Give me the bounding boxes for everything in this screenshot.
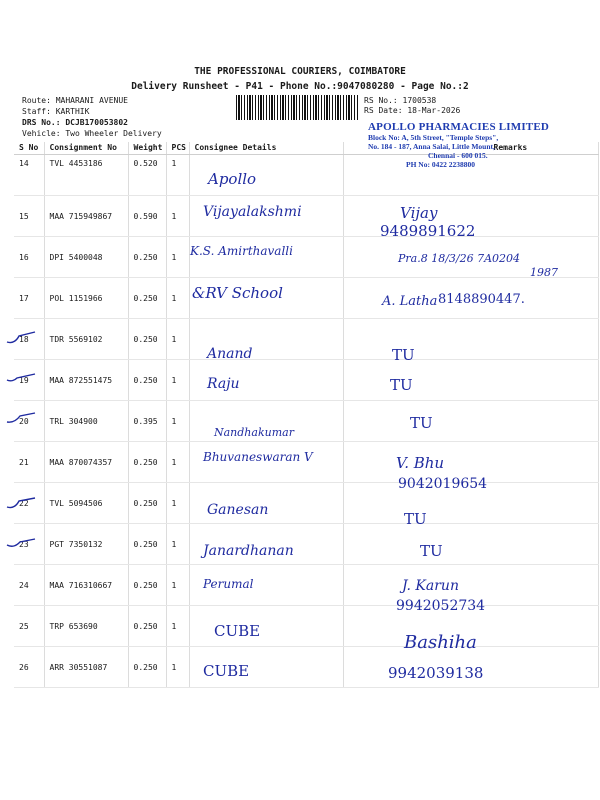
handwritten-name: Vijayalakshmi	[203, 204, 302, 220]
cell-weight: 0.520	[128, 155, 166, 196]
barcode	[236, 95, 358, 120]
cell-remarks	[343, 401, 598, 442]
cell-pcs: 1	[166, 442, 189, 483]
stamp-name: APOLLO PHARMACIES LIMITED	[368, 121, 550, 133]
cell-consignment: POL 1151966	[44, 278, 128, 319]
handwritten-name: K.S. Amirthavalli	[190, 244, 293, 258]
col-consignment: Consignment No	[44, 142, 128, 155]
handwritten-name: Raju	[207, 376, 240, 392]
handwritten-name: Ganesan	[207, 502, 269, 518]
cell-sno: 14	[14, 155, 44, 196]
cell-weight: 0.250	[128, 647, 166, 688]
stamp-address-1: Block No: A, 5th Street, "Temple Steps",	[368, 133, 499, 142]
check-mark-icon	[5, 330, 37, 346]
vehicle-label: Vehicle: Two Wheeler Delivery	[22, 129, 162, 138]
cell-weight: 0.250	[128, 319, 166, 360]
cell-consignment: DPI 5400048	[44, 237, 128, 278]
table-row	[14, 196, 598, 237]
table-row	[14, 401, 598, 442]
handwritten-phone: 9489891622	[380, 222, 476, 240]
cell-remarks	[343, 360, 598, 401]
table-row	[14, 319, 598, 360]
handwritten-name: CUBE	[203, 662, 250, 680]
cell-sno: 18	[14, 319, 44, 360]
handwritten-remark: TU	[420, 542, 443, 560]
stamp-address-3: Chennai - 600 015.	[428, 151, 488, 160]
cell-sno: 22	[14, 483, 44, 524]
table-row	[14, 565, 598, 606]
cell-weight: 0.250	[128, 606, 166, 647]
cell-consignment: PGT 7350132	[44, 524, 128, 565]
handwritten-note: 1987	[530, 266, 558, 279]
handwritten-phone: 9942039138	[388, 664, 484, 682]
table-row	[14, 524, 598, 565]
cell-consignment: TVL 5094506	[44, 483, 128, 524]
cell-weight: 0.250	[128, 565, 166, 606]
cell-weight: 0.250	[128, 442, 166, 483]
cell-weight: 0.250	[128, 524, 166, 565]
cell-sno: 24	[14, 565, 44, 606]
cell-weight: 0.250	[128, 278, 166, 319]
cell-weight: 0.250	[128, 360, 166, 401]
cell-pcs: 1	[166, 606, 189, 647]
company-stamp	[368, 121, 568, 169]
handwritten-name: CUBE	[214, 622, 261, 640]
col-weight: Weight	[128, 142, 166, 155]
cell-sno: 17	[14, 278, 44, 319]
handwritten-signature: V. Bhu	[396, 454, 445, 472]
cell-consignment: MAA 716310667	[44, 565, 128, 606]
cell-sno: 16	[14, 237, 44, 278]
col-sno: S No	[14, 142, 44, 155]
handwritten-name: Apollo	[208, 170, 257, 188]
cell-remarks	[343, 524, 598, 565]
cell-consignment: MAA 870074357	[44, 442, 128, 483]
check-mark-icon	[5, 370, 37, 386]
company-name: THE PROFESSIONAL COURIERS, COIMBATORE	[194, 66, 406, 77]
cell-consignment: TRP 653690	[44, 606, 128, 647]
cell-consignee	[189, 606, 343, 647]
cell-pcs: 1	[166, 565, 189, 606]
handwritten-signature: J. Karun	[402, 578, 459, 594]
table-row	[14, 647, 598, 688]
handwritten-name: &RV School	[192, 284, 283, 302]
handwritten-phone: 9042019654	[398, 476, 488, 492]
handwritten-signature: A. Latha	[382, 294, 438, 309]
table-row	[14, 360, 598, 401]
cell-sno: 21	[14, 442, 44, 483]
stamp-phone: PH No: 0422 2238800	[406, 160, 475, 169]
cell-pcs: 1	[166, 196, 189, 237]
col-consignee: Consignee Details	[189, 142, 343, 155]
handwritten-name: Bhuvaneswaran V	[203, 450, 313, 464]
check-mark-icon	[5, 535, 37, 551]
cell-pcs: 1	[166, 524, 189, 565]
cell-pcs: 1	[166, 278, 189, 319]
drs-label: DRS No.: DCJB170053802	[22, 118, 128, 127]
handwritten-signature: Bashiha	[404, 632, 477, 653]
handwritten-remark: TU	[390, 376, 413, 394]
cell-pcs: 1	[166, 155, 189, 196]
handwritten-signature: Pra.8 18/3/26 7A0204	[398, 252, 521, 265]
cell-sno: 23	[14, 524, 44, 565]
cell-weight: 0.250	[128, 237, 166, 278]
cell-consignment: TRL 304900	[44, 401, 128, 442]
cell-consignment: TVL 4453186	[44, 155, 128, 196]
table-row	[14, 606, 598, 647]
handwritten-name: Anand	[207, 346, 253, 362]
cell-sno: 26	[14, 647, 44, 688]
handwritten-name: Perumal	[203, 577, 254, 591]
route-label: Route: MAHARANI AVENUE	[22, 96, 128, 105]
cell-pcs: 1	[166, 483, 189, 524]
rs-date: RS Date: 18-Mar-2026	[364, 106, 461, 115]
cell-consignment: TDR 5569102	[44, 319, 128, 360]
table-row	[14, 483, 598, 524]
cell-pcs: 1	[166, 237, 189, 278]
cell-pcs: 1	[166, 401, 189, 442]
handwritten-signature: Vijay	[400, 204, 438, 222]
cell-consignment: ARR 30551087	[44, 647, 128, 688]
handwritten-remark: TU	[410, 414, 433, 432]
cell-consignment: MAA 715949867	[44, 196, 128, 237]
stamp-address-2: No. 184 - 187, Anna Salai, Little Mount,	[368, 142, 495, 151]
cell-consignment: MAA 872551475	[44, 360, 128, 401]
rs-number: RS No.: 1700538	[364, 96, 437, 105]
runsheet-title: Delivery Runsheet - P41 - Phone No.:9047080280 - Page No.:2	[131, 81, 469, 92]
cell-pcs: 1	[166, 647, 189, 688]
col-pcs: PCS	[166, 142, 189, 155]
check-mark-icon	[5, 410, 37, 426]
handwritten-phone: 8148890447.	[438, 292, 525, 307]
handwritten-remark: TU	[404, 510, 427, 528]
check-mark-icon	[5, 495, 37, 511]
delivery-table	[14, 142, 599, 688]
cell-remarks	[343, 319, 598, 360]
handwritten-phone: 9942052734	[396, 598, 486, 614]
cell-pcs: 1	[166, 360, 189, 401]
col-remarks: Remarks	[343, 142, 598, 155]
cell-sno: 19	[14, 360, 44, 401]
cell-sno: 20	[14, 401, 44, 442]
staff-label: Staff: KARTHIK	[22, 107, 90, 116]
handwritten-name: Nandhakumar	[214, 426, 294, 439]
handwritten-name: Janardhanan	[203, 543, 294, 559]
cell-weight: 0.250	[128, 483, 166, 524]
cell-pcs: 1	[166, 319, 189, 360]
handwritten-remark: TU	[392, 346, 415, 364]
cell-sno: 25	[14, 606, 44, 647]
cell-sno: 15	[14, 196, 44, 237]
cell-weight: 0.590	[128, 196, 166, 237]
cell-weight: 0.395	[128, 401, 166, 442]
